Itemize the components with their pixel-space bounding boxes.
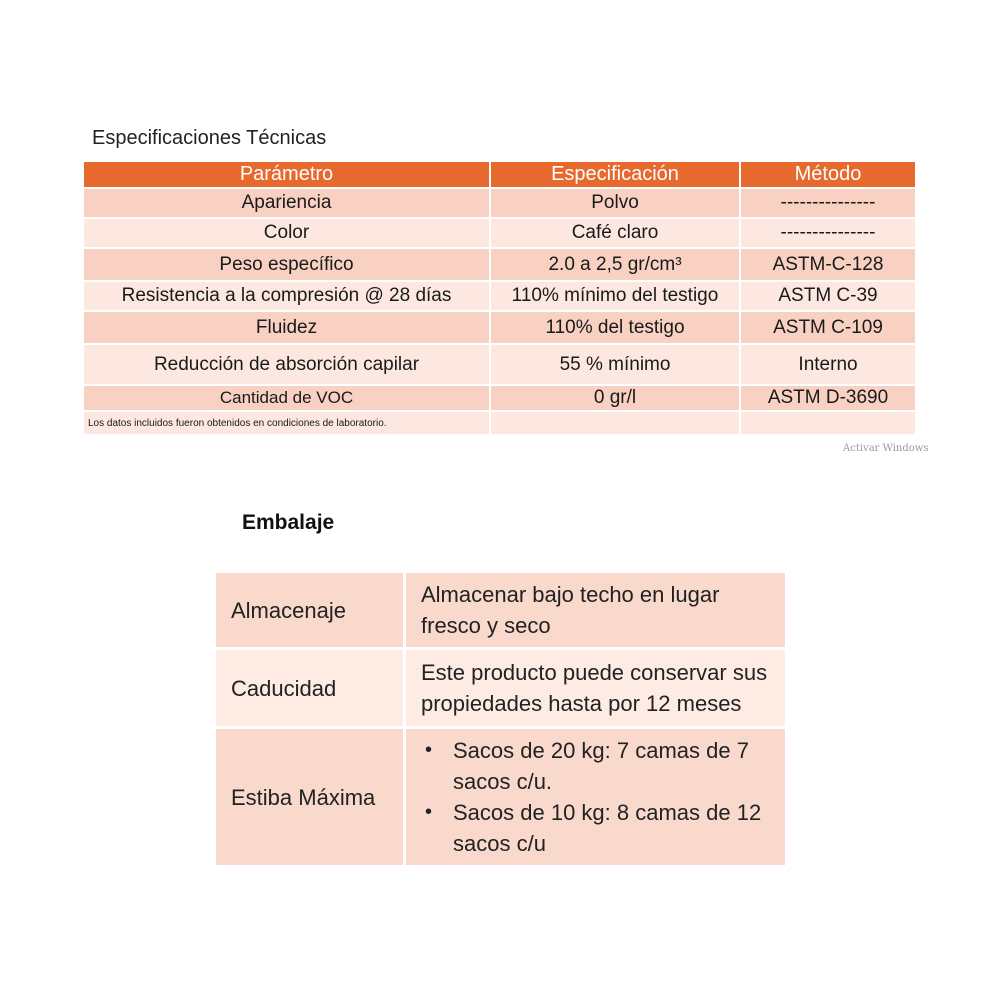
- table-row: [83, 248, 916, 281]
- max-stacking-value: [405, 728, 787, 867]
- cell-specification: 55 % mínimo: [490, 344, 740, 385]
- table-row: [83, 344, 916, 385]
- cell-parameter: Resistencia a la compresión @ 28 días: [83, 281, 490, 311]
- packaging-title: Embalaje: [242, 511, 335, 534]
- table-row: [83, 281, 916, 311]
- specifications-title: Especificaciones Técnicas: [92, 127, 327, 149]
- max-stacking-label: Estiba Máxima: [215, 728, 405, 867]
- list-item: • Sacos de 10 kg: 8 camas de 12 sacos c/u: [421, 797, 777, 859]
- packaging-table: [213, 570, 788, 868]
- cell-method: ---------------: [740, 188, 916, 218]
- cell-parameter: Color: [83, 218, 490, 248]
- empty-cell: [490, 411, 740, 435]
- cell-parameter: Apariencia: [83, 188, 490, 218]
- cell-specification: Café claro: [490, 218, 740, 248]
- specifications-section: [82, 118, 929, 454]
- cell-specification: 0 gr/l: [490, 385, 740, 411]
- cell-method: ---------------: [740, 218, 916, 248]
- cell-specification: 110% mínimo del testigo: [490, 281, 740, 311]
- activation-watermark: Activar Windows: [843, 443, 929, 454]
- storage-value: Almacenar bajo techo en lugar fresco y seco: [405, 572, 787, 649]
- lab-conditions-note: Los datos incluidos fueron obtenidos en condiciones de laboratorio.: [83, 411, 490, 435]
- cell-parameter: Cantidad de VOC: [83, 385, 490, 411]
- specifications-table: [82, 160, 917, 436]
- table-row: [215, 728, 787, 867]
- cell-specification: 2.0 a 2,5 gr/cm³: [490, 248, 740, 281]
- table-row: [83, 218, 916, 248]
- expiry-label: Caducidad: [215, 649, 405, 728]
- cell-method: ASTM-C-128: [740, 248, 916, 281]
- cell-parameter: Peso específico: [83, 248, 490, 281]
- table-row: [215, 649, 787, 728]
- note-row: [83, 411, 916, 435]
- cell-parameter: Reducción de absorción capilar: [83, 344, 490, 385]
- cell-parameter: Fluidez: [83, 311, 490, 344]
- empty-cell: [740, 411, 916, 435]
- cell-method: ASTM C-109: [740, 311, 916, 344]
- header-especificacion: Especificación: [490, 161, 740, 188]
- expiry-value: Este producto puede conservar sus propiedades hasta por 12 meses: [405, 649, 787, 728]
- cell-method: ASTM C-39: [740, 281, 916, 311]
- stacking-list: [421, 735, 777, 859]
- table-row: [83, 385, 916, 411]
- storage-label: Almacenaje: [215, 572, 405, 649]
- cell-method: Interno: [740, 344, 916, 385]
- list-item: • Sacos de 20 kg: 7 camas de 7 sacos c/u.: [421, 735, 777, 797]
- table-row: [83, 311, 916, 344]
- cell-method: ASTM D-3690: [740, 385, 916, 411]
- header-parametro: Parámetro: [83, 161, 490, 188]
- cell-specification: Polvo: [490, 188, 740, 218]
- table-row: [83, 188, 916, 218]
- header-metodo: Método: [740, 161, 916, 188]
- table-row: [215, 572, 787, 649]
- cell-specification: 110% del testigo: [490, 311, 740, 344]
- table-header-row: [83, 161, 916, 188]
